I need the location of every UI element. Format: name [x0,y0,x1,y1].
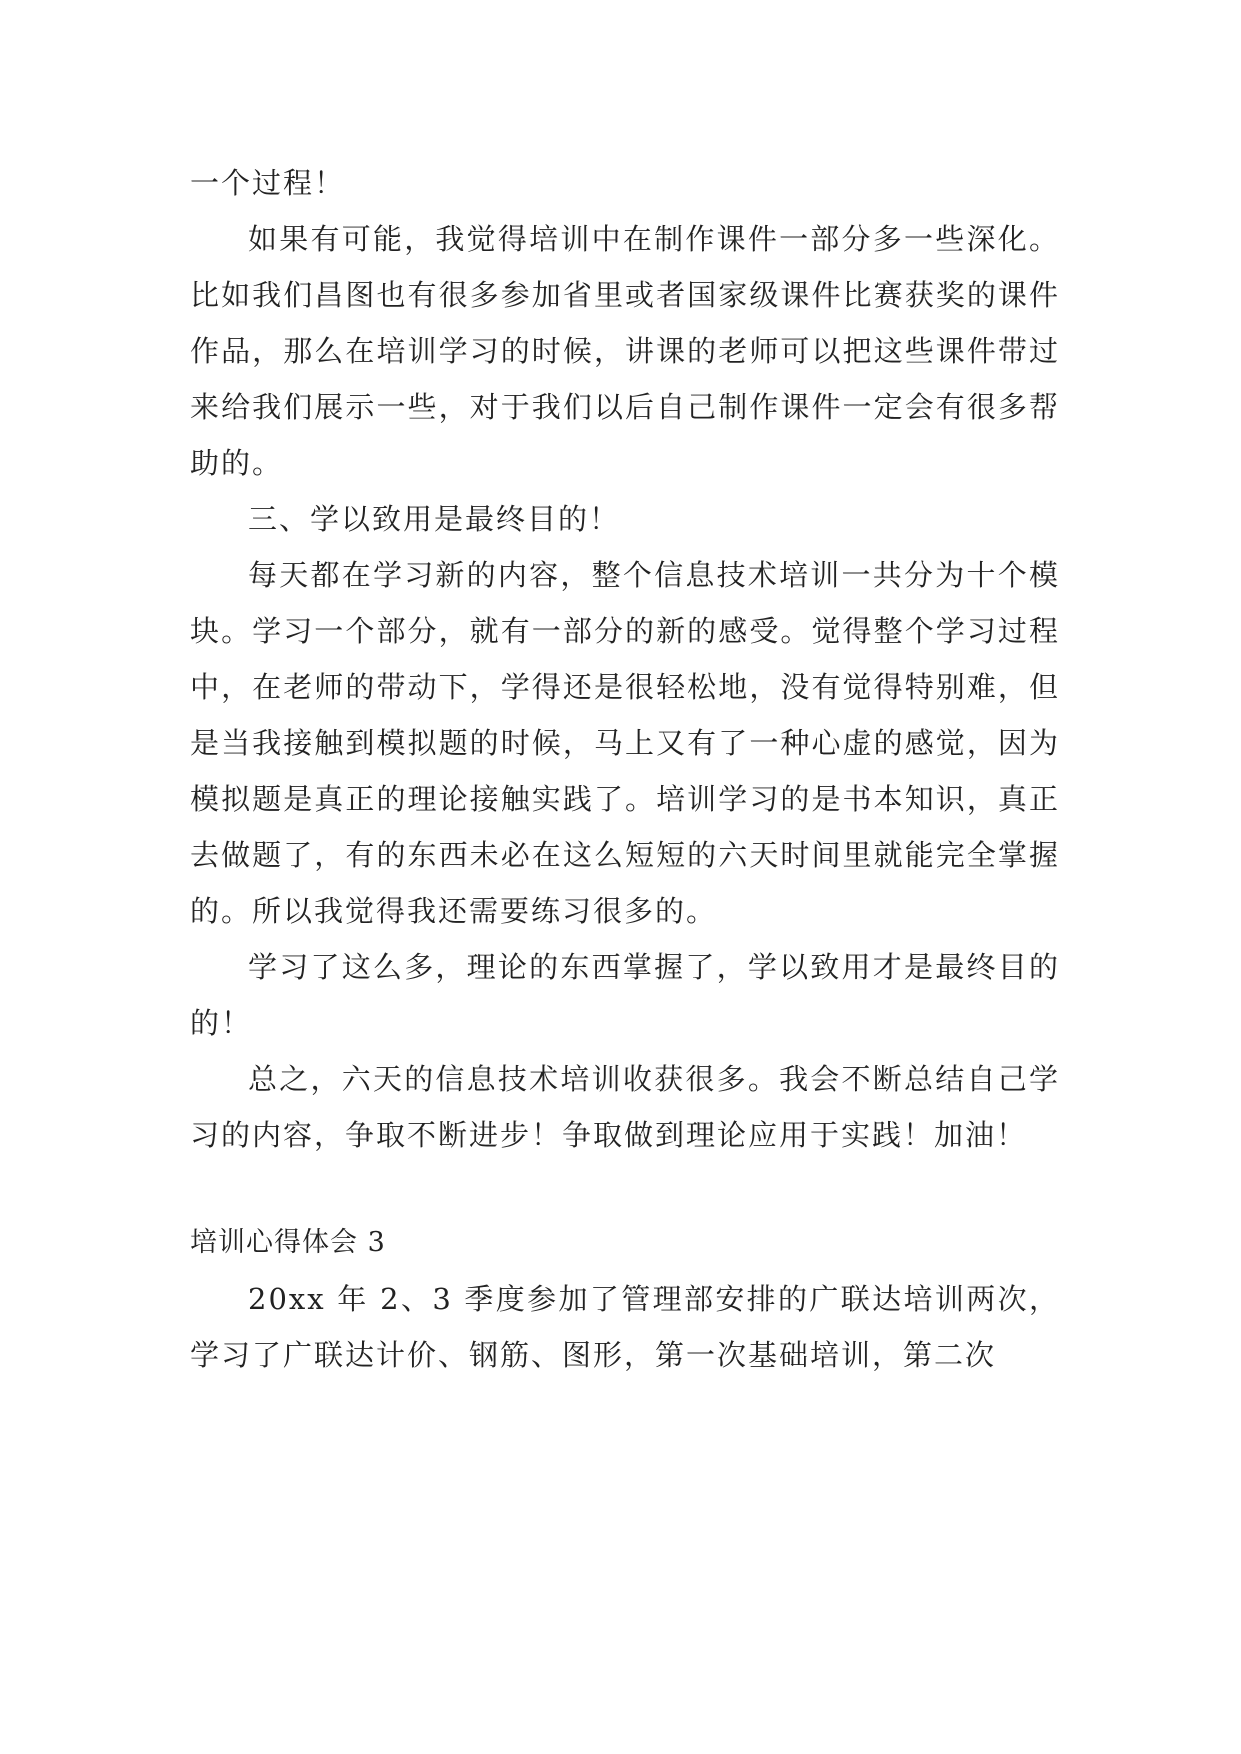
paragraph-courseware-suggestion: 如果有可能，我觉得培训中在制作课件一部分多一些深化。比如我们昌图也有很多参加省里或者国家级课件比赛获奖的课件作品，那么在培训学习的时候，讲课的老师可以把这些课件带过来给我们展示一些，对于我们以后自己制作课件一定会有很多帮助的。 [190,222,1060,480]
paragraph-continuation: 一个过程！ [190,166,346,200]
section-heading-three: 三、学以致用是最终目的！ [248,502,621,536]
paragraph-summary: 总之，六天的信息技术培训收获很多。我会不断总结自己学习的内容，争取不断进步！争取做到理论应用于实践！加油！ [190,1062,1060,1152]
paragraph-daily-learning: 每天都在学习新的内容，整个信息技术培训一共分为十个模块。学习一个部分，就有一部分的新的感受。觉得整个学习过程中，在老师的带动下，学得还是很轻松地，没有觉得特别难，但是当我接触到模拟题的时候，马上又有了一种心虚的感觉，因为模拟题是真正的理论接触实践了。培训学习的是书本知识，真正去做题了，有的东西未必在这么短短的六天时间里就能完全掌握的。所以我觉得我还需要练习很多的。 [190,558,1060,928]
paragraph-apply-learning: 学习了这么多，理论的东西掌握了，学以致用才是最终目的的！ [190,950,1060,1040]
document-body [190,155,1060,1383]
paragraph-glodon-training: 20xx 年 2、3 季度参加了管理部安排的广联达培训两次，学习了广联达计价、钢筋、图形，第一次基础培训，第二次 [190,1282,1060,1372]
section-title: 培训心得体会 3 [190,1227,386,1258]
